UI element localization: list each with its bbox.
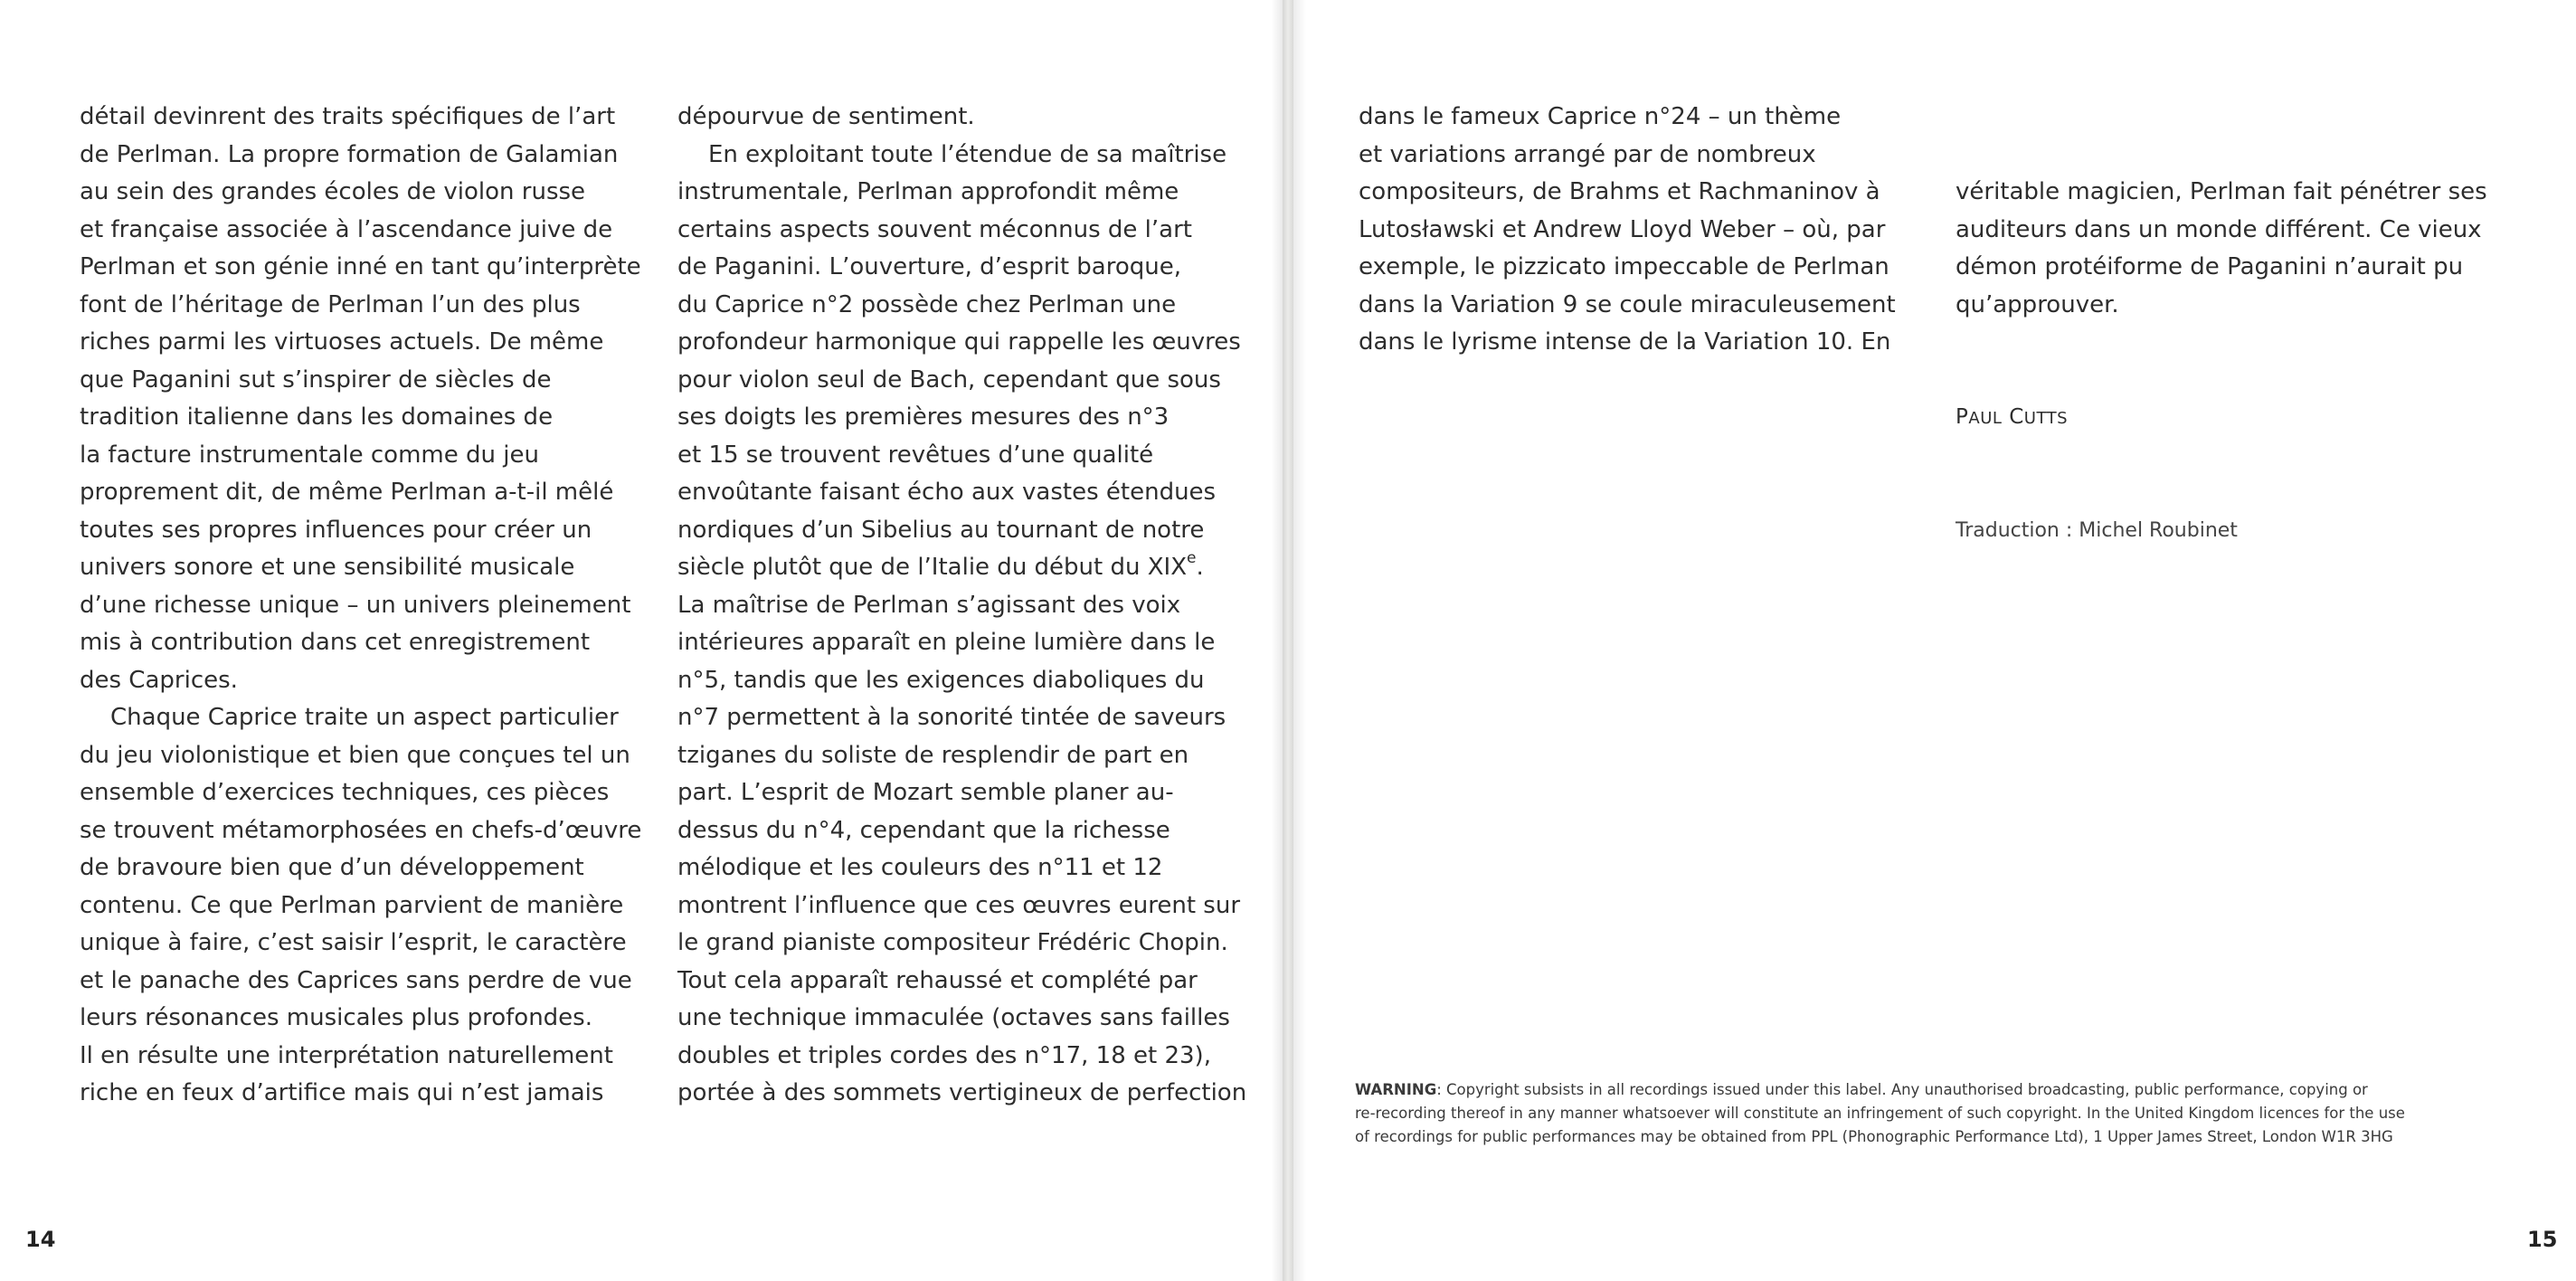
text-line xyxy=(80,249,641,287)
page-number-left: 14 xyxy=(25,1227,56,1252)
text-line xyxy=(677,887,1246,925)
text-line xyxy=(677,812,1246,850)
line-text: et le panache des Caprices sans perdre de vue xyxy=(80,966,632,994)
text-line xyxy=(677,662,1246,700)
line-text: part. L’esprit de Mozart semble planer au- xyxy=(677,779,1174,806)
text-line xyxy=(677,324,1246,362)
line-text: siècle plutôt que de l’Italie du début du XIX xyxy=(677,554,1188,581)
line-text: portée à des sommets vertigineux de perfection xyxy=(677,1079,1247,1106)
line-text: démon protéiforme de Paganini n’aurait pu xyxy=(1956,253,2464,280)
line-text: ses doigts les premières mesures des n°3 xyxy=(677,403,1170,431)
line-text: toutes ses propres influences pour créer un xyxy=(80,516,592,544)
text-line xyxy=(1359,324,1896,362)
text-line xyxy=(1359,174,1896,212)
line-text: la facture instrumentale comme du jeu xyxy=(80,441,539,469)
text-line xyxy=(677,249,1246,287)
text-line xyxy=(677,512,1246,550)
column-4-body xyxy=(1956,174,2487,324)
line-text: et variations arrangé par de nombreux xyxy=(1359,140,1816,168)
line-text: unique à faire, c’est saisir l’esprit, le caractère xyxy=(80,929,627,956)
text-line xyxy=(1956,287,2487,325)
text-line xyxy=(677,549,1246,587)
text-line xyxy=(677,699,1246,737)
text-column-4 xyxy=(1956,99,2487,585)
translation-credit: Traduction : Michel Roubinet xyxy=(1956,518,2238,542)
text-line xyxy=(1359,212,1896,250)
text-line xyxy=(1359,137,1896,175)
text-line xyxy=(80,99,641,137)
text-line xyxy=(80,437,641,475)
page-number-right: 15 xyxy=(2527,1227,2558,1252)
text-line xyxy=(677,99,1246,137)
line-text: auditeurs dans un monde différent. Ce vieux xyxy=(1956,215,2482,243)
line-text: de Perlman. La propre formation de Galamian xyxy=(80,140,619,168)
text-line xyxy=(80,362,641,400)
text-line xyxy=(677,212,1246,250)
line-text: que Paganini sut s’inspirer de siècles de xyxy=(80,365,552,394)
line-text: profondeur harmonique qui rappelle les œuvres xyxy=(677,328,1241,356)
line-text: envoûtante faisant écho aux vastes étendues xyxy=(677,479,1217,506)
author-signature: PAUL CUTTS xyxy=(1956,405,2069,429)
text-line xyxy=(677,587,1246,625)
text-line xyxy=(1956,249,2487,287)
line-text: se trouvent métamorphosées en chefs-d’œuvre xyxy=(80,816,642,844)
text-line xyxy=(677,963,1246,1001)
line-text: dans le lyrisme intense de la Variation 10. En xyxy=(1359,328,1891,356)
line-text: et 15 se trouvent revêtues d’une qualité xyxy=(677,441,1154,469)
line-text: leurs résonances musicales plus profondes. xyxy=(80,1004,592,1031)
line-text: du Caprice n°2 possède chez Perlman une xyxy=(677,290,1177,318)
line-text: riches parmi les virtuoses actuels. De même xyxy=(80,328,604,356)
text-line xyxy=(80,474,641,512)
copyright-warning xyxy=(1355,1078,2513,1149)
line-text: dans le fameux Caprice n°24 – un thème xyxy=(1359,103,1842,130)
warning-line-3: of recordings for public performances may be obtained from PPL (Phonographic Performance Ltd), 1 Upper James Street, London W1R 3HG xyxy=(1355,1128,2393,1145)
line-text: ensemble d’exercices techniques, ces pièces xyxy=(80,779,610,806)
line-text: véritable magicien, Perlman fait pénétrer ses xyxy=(1956,178,2487,205)
text-column-2 xyxy=(677,99,1246,1113)
text-line xyxy=(80,812,641,850)
line-text: Il en résulte une interprétation naturellement xyxy=(80,1041,613,1069)
text-line xyxy=(677,287,1246,325)
line-text: La maîtrise de Perlman s’agissant des voix xyxy=(677,591,1181,619)
line-text: mis à contribution dans cet enregistrement xyxy=(80,629,591,656)
text-line xyxy=(1359,99,1896,137)
text-line xyxy=(80,849,641,887)
text-line xyxy=(677,399,1246,437)
text-line xyxy=(677,1038,1246,1076)
text-line xyxy=(677,774,1246,812)
line-text: montrent l’influence que ces œuvres eurent sur xyxy=(677,891,1241,919)
line-text: au sein des grandes écoles de violon russe xyxy=(80,178,586,205)
text-line xyxy=(80,887,641,925)
text-line xyxy=(80,324,641,362)
line-text: certains aspects souvent méconnus de l’art xyxy=(677,215,1192,243)
line-text: n°7 permettent à la sonorité tintée de saveurs xyxy=(677,704,1226,731)
line-text: dans la Variation 9 se coule miraculeusement xyxy=(1359,290,1896,318)
line-text: Lutosławski et Andrew Lloyd Weber – où, par xyxy=(1359,215,1886,243)
line-text: du jeu violonistique et bien que conçues tel un xyxy=(80,741,630,769)
line-text: nordiques d’un Sibelius au tournant de notre xyxy=(677,516,1205,544)
line-text: d’une richesse unique – un univers pleinement xyxy=(80,591,631,619)
text-line xyxy=(80,1075,641,1113)
line-text: le grand pianiste compositeur Frédéric Chopin. xyxy=(677,929,1228,956)
line-text: contenu. Ce que Perlman parvient de manière xyxy=(80,891,624,919)
line-text: qu’approuver. xyxy=(1956,290,2119,318)
line-text: Chaque Caprice traite un aspect particulier xyxy=(110,704,619,731)
text-line xyxy=(677,474,1246,512)
text-line xyxy=(80,137,641,175)
text-line xyxy=(80,549,641,587)
line-text: univers sonore et une sensibilité musicale xyxy=(80,554,575,581)
line-text: pour violon seul de Bach, cependant que sous xyxy=(677,365,1221,394)
text-line xyxy=(80,737,641,775)
line-text: tradition italienne dans les domaines de xyxy=(80,403,554,431)
line-text: détail devinrent des traits spécifiques de l’art xyxy=(80,103,616,130)
line-text: et française associée à l’ascendance juive de xyxy=(80,215,613,243)
text-line xyxy=(1359,287,1896,325)
text-line xyxy=(80,1038,641,1076)
line-text: des Caprices. xyxy=(80,666,238,694)
warning-line-1: : Copyright subsists in all recordings issued under this label. Any unauthorised broadcasting, public performance, copying or xyxy=(1436,1081,2368,1098)
warning-label: WARNING xyxy=(1355,1081,1437,1098)
text-line xyxy=(80,699,641,737)
line-text: compositeurs, de Brahms et Rachmaninov à xyxy=(1359,178,1880,205)
line-text: Perlman et son génie inné en tant qu’interprète xyxy=(80,253,641,280)
text-line xyxy=(80,587,641,625)
text-line xyxy=(677,174,1246,212)
line-text: dessus du n°4, cependant que la richesse xyxy=(677,816,1170,844)
text-line xyxy=(1359,249,1896,287)
line-text: tziganes du soliste de resplendir de part en xyxy=(677,741,1189,769)
text-line xyxy=(80,774,641,812)
text-line xyxy=(80,174,641,212)
text-line xyxy=(677,1000,1246,1038)
text-line xyxy=(80,212,641,250)
warning-line-2: re-recording thereof in any manner whatsoever will constitute an infringement of such copyright. In the United Kingdom licences for the use xyxy=(1355,1105,2405,1122)
text-line xyxy=(677,137,1246,175)
line-text: de bravoure bien que d’un développement xyxy=(80,854,584,881)
line-text: intérieures apparaît en pleine lumière dans le xyxy=(677,629,1216,656)
text-line xyxy=(80,287,641,325)
text-line xyxy=(80,512,641,550)
text-line xyxy=(80,1000,641,1038)
text-line xyxy=(80,399,641,437)
line-text: En exploitant toute l’étendue de sa maîtrise xyxy=(708,140,1227,168)
line-text: n°5, tandis que les exigences diaboliques du xyxy=(677,666,1205,694)
text-line xyxy=(677,362,1246,400)
text-line xyxy=(80,624,641,662)
line-text: proprement dit, de même Perlman a-t-il mêlé xyxy=(80,479,614,506)
line-text: mélodique et les couleurs des n°11 et 12 xyxy=(677,854,1163,881)
line-suffix: . xyxy=(1196,554,1204,581)
line-text: de Paganini. L’ouverture, d’esprit baroque, xyxy=(677,253,1181,280)
line-text: exemple, le pizzicato impeccable de Perlman xyxy=(1359,253,1889,280)
text-line xyxy=(80,925,641,963)
line-text: instrumentale, Perlman approfondit même xyxy=(677,178,1179,205)
text-line xyxy=(677,437,1246,475)
line-text: une technique immaculée (octaves sans failles xyxy=(677,1004,1230,1031)
line-text: doubles et triples cordes des n°17, 18 et 23), xyxy=(677,1041,1211,1069)
superscript: e xyxy=(1187,549,1197,567)
text-line xyxy=(677,737,1246,775)
text-line xyxy=(80,662,641,700)
line-text: font de l’héritage de Perlman l’un des plus xyxy=(80,290,581,318)
line-text: riche en feux d’artifice mais qui n’est jamais xyxy=(80,1079,604,1106)
text-line xyxy=(677,925,1246,963)
text-line xyxy=(80,963,641,1001)
text-line xyxy=(677,849,1246,887)
text-line xyxy=(1956,212,2487,250)
text-column-3 xyxy=(1359,99,1896,362)
text-column-1 xyxy=(80,99,641,1113)
text-line xyxy=(677,1075,1246,1113)
line-text: Tout cela apparaît rehaussé et complété par xyxy=(677,966,1198,994)
line-text: dépourvue de sentiment. xyxy=(677,103,975,130)
text-line xyxy=(1956,174,2487,212)
text-line xyxy=(677,624,1246,662)
